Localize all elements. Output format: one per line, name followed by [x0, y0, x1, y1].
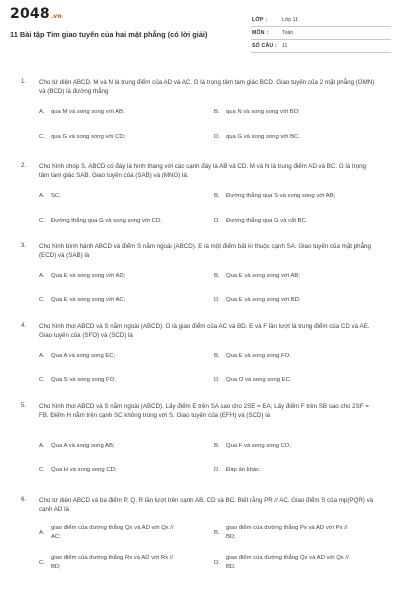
meta-value: Toán: [282, 30, 294, 36]
option-text: giao điểm của đường thẳng Rx và AD với Rx // BD;: [51, 555, 174, 570]
question-number: 6.: [21, 496, 27, 503]
option-letter: D.: [214, 377, 220, 383]
document-meta: [251, 14, 391, 53]
option-text: Qua E và song song với AC;: [51, 297, 126, 303]
question-text: Cho hình chóp S. ABCD có đáy là hình thang với các cạnh đáy là AB và CD. M và N là trung điểm AD và BC. G là trọng tâm tam giác SAB. Giao tuyến của (SAB) và (MNG) là:: [39, 163, 367, 180]
option-letter: D.: [214, 467, 220, 473]
option-letter: D.: [214, 297, 220, 303]
option-letter: B.: [214, 353, 220, 359]
option-text: Qua E và song song với BD.: [226, 297, 301, 303]
question-number: 4.: [21, 322, 27, 329]
option-letter: D.: [214, 560, 220, 566]
meta-row-class: [251, 14, 391, 27]
logo-text: 2048: [10, 6, 50, 22]
option-letter: B.: [214, 193, 220, 199]
option-text: Qua S và song song FO;: [51, 377, 116, 383]
option-text: Qua A và song song EC;: [51, 353, 116, 359]
option-text: Qua E và song song với AB;: [226, 273, 300, 279]
question-number: 3.: [21, 242, 27, 249]
option-text: giao điểm của đường thẳng Qx và AD với Qx // BD.: [226, 555, 349, 570]
option-text: Qua A và song song AB;: [51, 443, 115, 449]
meta-value: 11: [282, 43, 288, 49]
question-text: Cho tứ diện ABCD và ba điểm P, Q, R lần lượt trên cạnh AB, CD và BC. Biết rằng PR // AC. Giao điểm S của mp(PQR) và cạnh AD là: [39, 497, 374, 514]
meta-value: Lớp 11: [282, 17, 298, 23]
page-header: [0, 0, 400, 60]
option-letter: B.: [214, 273, 220, 279]
meta-row-count: [251, 40, 391, 53]
option-letter: D.: [214, 218, 220, 224]
option-text: qua M và song song với AB;: [51, 109, 125, 115]
option-text: qua G và song song với BC.: [226, 134, 300, 140]
meta-label: LỚP :: [252, 17, 268, 23]
meta-label: MÔN :: [252, 30, 269, 36]
option-text: qua G và song song với CD;: [51, 134, 126, 140]
site-logo[interactable]: [10, 6, 62, 22]
question-number: 2.: [21, 162, 27, 169]
option-letter: D.: [214, 134, 220, 140]
option-letter: A.: [39, 193, 45, 199]
question-text: Cho tứ diện ABCD. M và N là trung điểm của AD và AC. G là trọng tâm tam giác BCD. Giao tuyến của 2 mặt phẳng (GMN) và (BCD) là đường thẳng: [39, 79, 375, 96]
option-text: Qua E và song song với AD;: [51, 273, 126, 279]
option-text: Qua O và song song EC.: [226, 377, 292, 383]
logo-suffix: .vn: [50, 13, 62, 20]
option-text: Qua H và song song CD;: [51, 467, 117, 473]
option-letter: A.: [39, 443, 45, 449]
question-text: Cho hình thoi ABCD và S nằm ngoài (ABCD). Lấy điểm E trên SA sao cho 2SE = EA; Lấy điểm F trên SB sao cho 2SF = FB. Điểm H nằm trên cạnh SC không trùng với S. Giao tuyến của (EFH) và (SCD) là: [39, 403, 369, 420]
meta-row-subject: [251, 27, 391, 40]
option-letter: A.: [39, 353, 45, 359]
option-letter: B.: [214, 443, 220, 449]
option-letter: A.: [39, 273, 45, 279]
option-letter: C.: [39, 560, 45, 566]
option-letter: C.: [39, 467, 45, 473]
question-text: Cho hình thoi ABCD và S nằm ngoài (ABCD). O là giao điểm của AC và BD. E và F lần lượt là trung điểm của CD và AE. Giao tuyến của (SFO) và (SCD) là: [39, 323, 370, 340]
question-text: Cho hình bình hành ABCD và điểm S nằm ngoài (ABCD). E là một điểm bất kì thuộc cạnh SA. Giao tuyến của mặt phẳng (ECD) và (SAB) là: [39, 243, 371, 260]
option-text: Đường thẳng qua G và cắt BC.: [226, 218, 308, 224]
question-number: 1.: [21, 78, 27, 85]
option-letter: A.: [39, 530, 45, 536]
option-text: Qua E và song song FO;: [226, 353, 291, 359]
option-letter: B.: [214, 530, 220, 536]
option-letter: C.: [39, 218, 45, 224]
option-text: Qua F và song song CD;: [226, 443, 291, 449]
option-text: Đường thẳng qua S và song song với AB;: [226, 193, 336, 199]
option-text: qua N và song song với BD;: [226, 109, 300, 115]
question-number: 5.: [21, 402, 27, 409]
option-letter: A.: [39, 109, 45, 115]
option-text: Đáp án khác.: [226, 467, 261, 473]
option-letter: C.: [39, 297, 45, 303]
option-letter: C.: [39, 377, 45, 383]
meta-label: SỐ CÂU :: [252, 43, 277, 49]
option-letter: C.: [39, 134, 45, 140]
page-bottom-edge: [0, 590, 400, 600]
option-text: giao điểm của đường thẳng Px và AD với Px // BD;: [226, 525, 348, 540]
option-letter: B.: [214, 109, 220, 115]
page-title: 11 Bài tập Tìm giao tuyến của hai mặt phẳng (có lời giải): [10, 30, 208, 39]
option-text: giao điểm của đường thẳng Qx và AD với Qx // AC;: [51, 525, 174, 540]
option-text: Đường thẳng qua G và song song với CD;: [51, 218, 162, 224]
option-text: SC;: [51, 193, 61, 199]
